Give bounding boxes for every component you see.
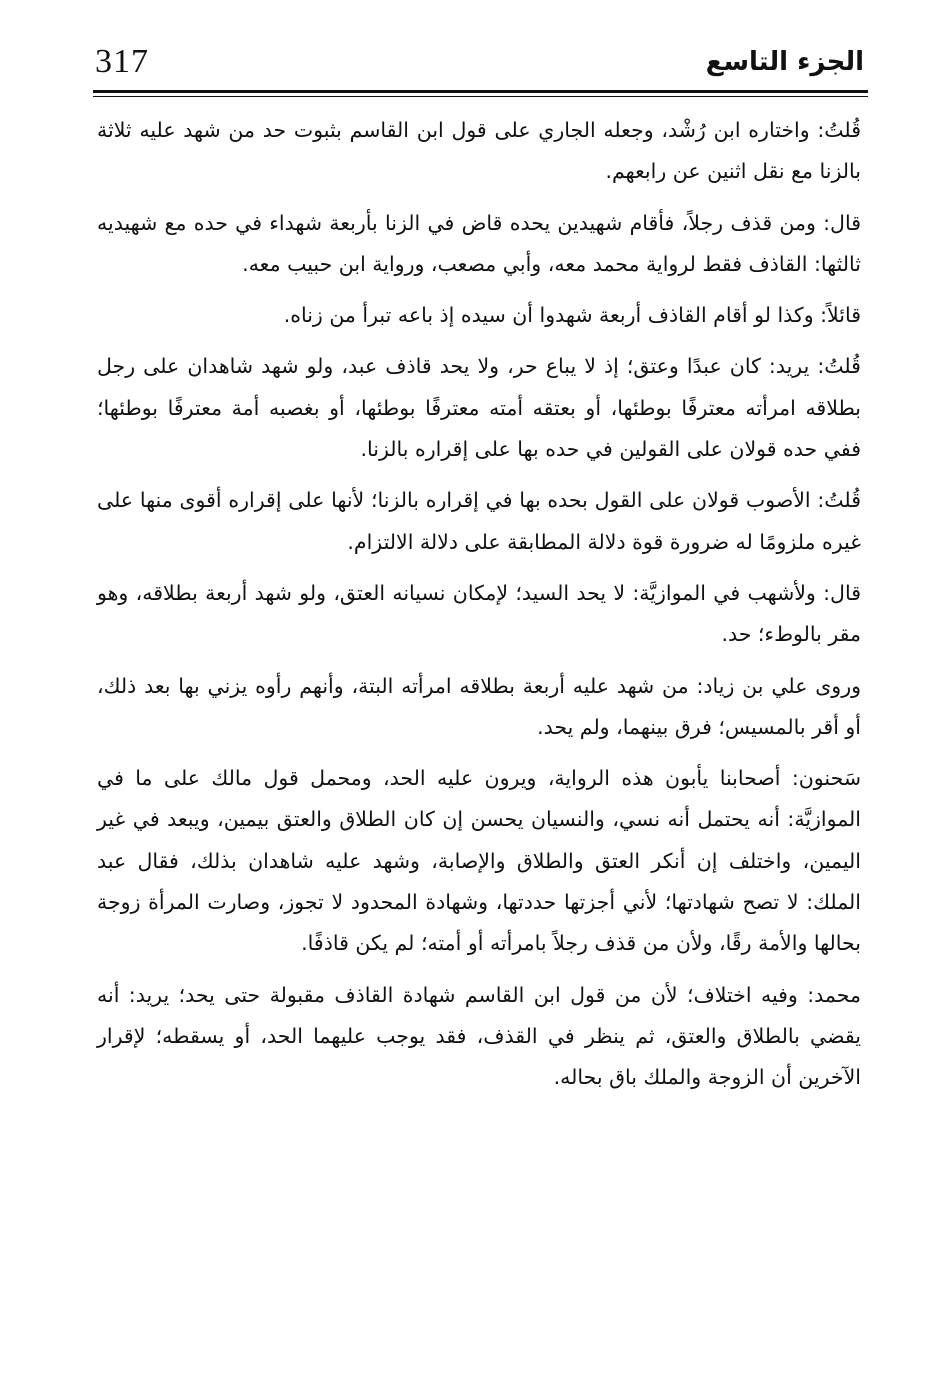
paragraph: وروى علي بن زياد: من شهد عليه أربعة بطلاقه امرأته البتة، وأنهم رأوه يزني بها بعد ذلك، أو أقر بالمسيس؛ فرق بينهما، ولم يحد. bbox=[97, 673, 861, 739]
header-rule-thin bbox=[93, 96, 868, 97]
page-number: 317 bbox=[95, 43, 149, 80]
paragraph: سَحنون: أصحابنا يأبون هذه الرواية، ويرون عليه الحد، ومحمل قول مالك على ما في الموازيَّة: أنه يحتمل أنه نسي، والنسيان يحسن إن كان الطلاق والعتق بيمين، ويبعد في غير اليمين، واختلف إن أنكر العتق والطلاق والإصابة، وشهد عليه شاهدان بذلك، فقال عبد الملك: لا تصح شهادتها؛ لأني أجزتها حددتها، وشهادة المحدود لا تجوز، وصارت المرأة زوجة بحالها والأمة رقًا، ولأن من قذف رجلاً بامرأته أو أمته؛ لم يكن قاذفًا. bbox=[97, 766, 861, 956]
header-rule-thick bbox=[93, 90, 868, 93]
page-header bbox=[93, 38, 868, 94]
paragraph: قُلتُ: واختاره ابن رُشْد، وجعله الجاري على قول ابن القاسم بثبوت حد من شهد عليه ثلاثة بالزنا مع نقل اثنين عن رابعهم. bbox=[97, 118, 861, 184]
paragraph: قال: ولأشهب في الموازيَّة: لا يحد السيد؛ لإمكان نسيانه العتق، ولو شهد أربعة بطلاقه، وهو مقر بالوطء؛ حد. bbox=[97, 580, 861, 647]
body-text bbox=[97, 110, 861, 1099]
paragraph: محمد: وفيه اختلاف؛ لأن من قول ابن القاسم شهادة القاذف مقبولة حتى يحد؛ يريد: أنه يقضي بالطلاق والعتق، ثم ينظر في القذف، فقد يوجب عليهما الحد، أو يسقطه؛ لإقرار الآخرين أن الزوجة والملك باق بحاله. bbox=[97, 982, 861, 1090]
paragraph: قُلتُ: الأصوب قولان على القول بحده بها في إقراره بالزنا؛ لأنها على إقراره أقوى منها على غيره ملزومًا له ضرورة قوة دلالة المطابقة على دلالة الالتزام. bbox=[97, 488, 861, 554]
paragraph: قائلاً: وكذا لو أقام القاذف أربعة شهدوا أن سيده إذ باعه تبرأ من زناه. bbox=[283, 303, 861, 328]
paragraph: قُلتُ: يريد: كان عبدًا وعتق؛ إذ لا يباع حر، ولا يحد قاذف عبد، ولو شهد شاهدان على رجل بطلاقه امرأته معترفًا بوطئها، أو بعتقه أمته معترفًا بوطئها، أو بغصبه أمة معترفًا بوطئها؛ ففي حده قولان على القولين في حده بها على إقراره بالزنا. bbox=[97, 354, 861, 462]
running-title: الجزء التاسع bbox=[705, 47, 864, 77]
paragraph: قال: ومن قذف رجلاً، فأقام شهيدين يحده قاض في الزنا بأربعة شهداء في حده مع شهيديه ثالثها: القاذف فقط لرواية محمد معه، وأبي مصعب، ورواية ابن حبيب معه. bbox=[97, 210, 861, 276]
